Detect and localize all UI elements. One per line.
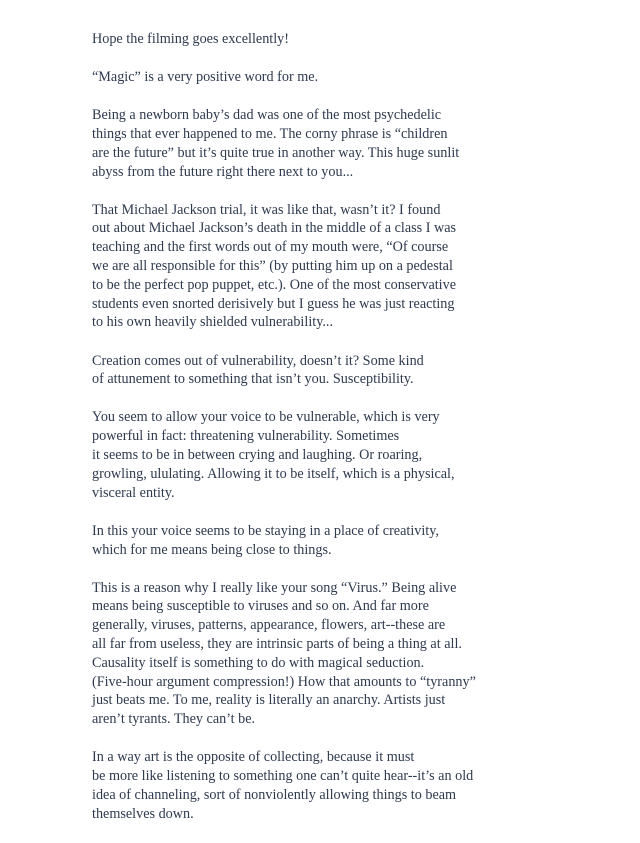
- text-line: Creation comes out of vulnerability, doesn’t it? Some kind: [92, 352, 424, 369]
- text-line: Hope the filming goes excellently!: [92, 31, 289, 47]
- paragraph: [92, 408, 632, 502]
- text-line: things that ever happened to me. The corny phrase is “children: [92, 125, 448, 142]
- text-line: themselves down.: [92, 805, 194, 822]
- text-line: That Michael Jackson trial, it was like that, wasn’t it? I found: [92, 201, 441, 218]
- letter-text: [92, 30, 632, 843]
- text-line: powerful in fact: threatening vulnerability. Sometimes: [92, 428, 400, 445]
- text-line: generally, viruses, patterns, appearance, flowers, art--these are: [92, 617, 446, 634]
- paragraph: [92, 201, 632, 333]
- text-line: all far from useless, they are intrinsic parts of being a thing at all.: [92, 636, 462, 652]
- text-line: it seems to be in between crying and laughing. Or roaring,: [92, 447, 423, 464]
- paragraph: [92, 68, 632, 87]
- text-line: teaching and the first words out of my mouth were, “Of course: [92, 239, 449, 256]
- text-line: of attunement to something that isn’t you. Susceptibility.: [92, 371, 414, 388]
- text-line: abyss from the future right there next to you...: [92, 163, 354, 180]
- text-line: means being susceptible to viruses and so on. And far more: [92, 598, 429, 615]
- paragraph: [92, 30, 632, 49]
- text-line: You seem to allow your voice to be vulnerable, which is very: [92, 409, 440, 426]
- text-line: be more like listening to something one can’t quite hear--it’s an old: [92, 768, 474, 785]
- text-line: growling, ululating. Allowing it to be itself, which is a physical,: [92, 465, 455, 482]
- text-line: we are all responsible for this” (by putting him up on a pedestal: [92, 258, 453, 275]
- text-line: (Five-hour argument compression!) How that amounts to “tyranny”: [92, 673, 476, 690]
- text-line: In a way art is the opposite of collecting, because it must: [92, 749, 415, 766]
- text-line: students even snorted derisively but I guess he was just reacting: [92, 295, 455, 312]
- text-line: This is a reason why I really like your song “Virus.” Being alive: [92, 579, 457, 596]
- text-line: idea of channeling, sort of nonviolently allowing things to beam: [92, 786, 457, 803]
- text-line: just beats me. To me, reality is literally an anarchy. Artists just: [92, 692, 446, 709]
- text-line: which for me means being close to things.: [92, 541, 332, 558]
- text-line: to be the perfect pop puppet, etc.). One of the most conservative: [92, 276, 457, 293]
- text-line: In this your voice seems to be staying in a place of creativity,: [92, 522, 439, 539]
- text-line: visceral entity.: [92, 484, 175, 501]
- text-line: Causality itself is something to do with magical seduction.: [92, 654, 425, 671]
- text-line: are the future” but it’s quite true in another way. This huge sunlit: [92, 144, 460, 161]
- paragraph: [92, 352, 632, 390]
- paragraph: [92, 579, 632, 729]
- text-line: Being a newborn baby’s dad was one of the most psychedelic: [92, 107, 442, 124]
- text-line: out about Michael Jackson’s death in the middle of a class I was: [92, 220, 457, 237]
- text-line: “Magic” is a very positive word for me.: [92, 69, 319, 86]
- paragraph: [92, 748, 632, 823]
- text-line: to his own heavily shielded vulnerability...: [92, 314, 334, 331]
- paragraph: [92, 106, 632, 181]
- paragraph: [92, 522, 632, 560]
- text-line: aren’t tyrants. They can’t be.: [92, 711, 256, 728]
